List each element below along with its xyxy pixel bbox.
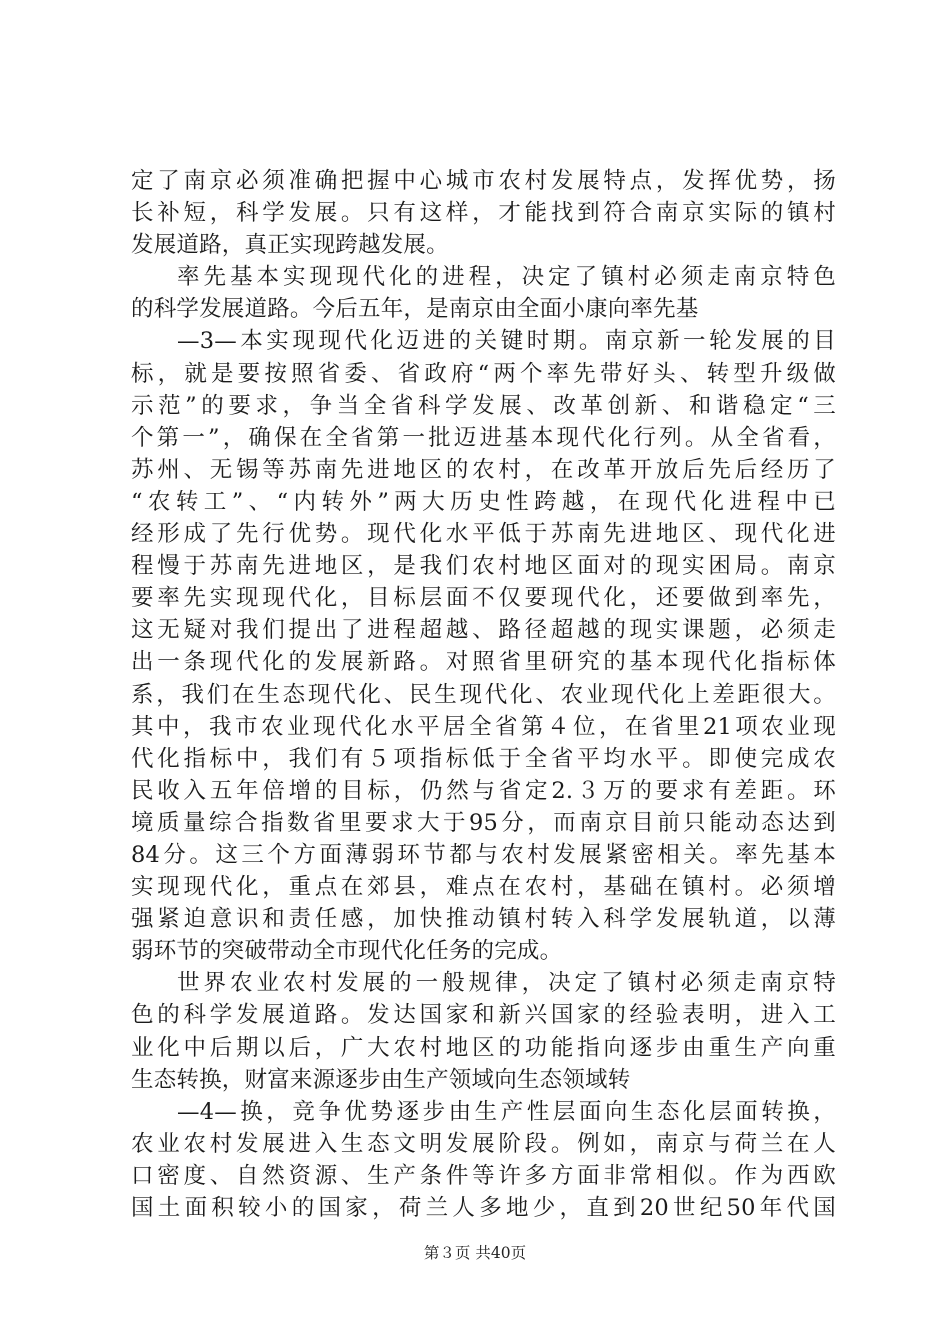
text-line: 色的科学发展道路。发达国家和新兴国家的经验表明，进入工 <box>131 1002 836 1029</box>
text-line: 的科学发展道路。今后五年，是南京由全面小康向率先基 <box>131 296 699 323</box>
text-line: 代化指标中，我们有５项指标低于全省平均水平。即使完成农 <box>131 745 836 772</box>
text-line: 发展道路，真正实现跨越发展。 <box>131 232 449 259</box>
text-line: 苏州、无锡等苏南先进地区的农村，在改革开放后先后经历了 <box>131 456 836 483</box>
text-line: 生态转换，财富来源逐步由生产领域向生态领域转 <box>131 1066 631 1093</box>
text-line: 境质量综合指数省里要求大于95分，而南京目前只能动态达到 <box>131 809 836 836</box>
paragraph-start-line: 世界农业农村发展的一般规律，决定了镇村必须走南京特 <box>177 970 836 997</box>
page-footer: 第３页 共40页 <box>423 1244 527 1262</box>
text-line: 要率先实现现代化，目标层面不仅要现代化，还要做到率先， <box>131 585 836 612</box>
text-line: 个第一”，确保在全省第一批迈进基本现代化行列。从全省看， <box>131 424 836 451</box>
text-line: 这无疑对我们提出了进程超越、路径超越的现实课题，必须走 <box>131 617 836 644</box>
text-line-with-page-marker: —4—换，竞争优势逐步由生产性层面向生态化层面转换， <box>177 1098 836 1125</box>
text-line: 强紧迫意识和责任感，加快推动镇村转入科学发展轨道，以薄 <box>131 906 836 933</box>
text-line: 农业农村发展进入生态文明发展阶段。例如，南京与荷兰在人 <box>131 1130 836 1157</box>
text-line: 口密度、自然资源、生产条件等许多方面非常相似。作为西欧 <box>131 1162 836 1189</box>
text-line: 定了南京必须准确把握中心城市农村发展特点，发挥优势，扬 <box>131 168 836 194</box>
text-line: 业化中后期以后，广大农村地区的功能指向逐步由重生产向重 <box>131 1034 836 1061</box>
text-line: 弱环节的突破带动全市现代化任务的完成。 <box>131 938 563 965</box>
text-line: 系，我们在生态现代化、民生现代化、农业现代化上差距很大。 <box>131 681 836 708</box>
text-line-with-page-marker: —3—本实现现代化迈进的关键时期。南京新一轮发展的目 <box>177 328 836 355</box>
text-line: 民收入五年倍增的目标，仍然与省定2.３万的要求有差距。环 <box>131 777 836 804</box>
text-line: 经形成了先行优势。现代化水平低于苏南先进地区、现代化进 <box>131 521 836 548</box>
text-line: 其中，我市农业现代化水平居全省第４位，在省里21项农业现 <box>131 713 836 740</box>
text-line: 实现现代化，重点在郊县，难点在农村，基础在镇村。必须增 <box>131 874 836 901</box>
text-line: 示范”的要求，争当全省科学发展、改革创新、和谐稳定“三 <box>131 392 836 419</box>
body-text <box>131 165 836 1224</box>
paragraph-start-line: 率先基本实现现代化的进程，决定了镇村必须走南京特色 <box>177 264 836 291</box>
text-line: 长补短，科学发展。只有这样，才能找到符合南京实际的镇村 <box>131 200 836 227</box>
text-line: 国土面积较小的国家，荷兰人多地少，直到20世纪50年代国 <box>131 1195 836 1221</box>
text-line: 出一条现代化的发展新路。对照省里研究的基本现代化指标体 <box>131 649 836 676</box>
text-line: 程慢于苏南先进地区，是我们农村地区面对的现实困局。南京 <box>131 553 836 580</box>
text-line: 84分。这三个方面薄弱环节都与农村发展紧密相关。率先基本 <box>131 841 836 868</box>
text-line: “农转工”、“内转外”两大历史性跨越，在现代化进程中已 <box>131 488 836 515</box>
text-line: 标，就是要按照省委、省政府“两个率先带好头、转型升级做 <box>131 360 836 387</box>
